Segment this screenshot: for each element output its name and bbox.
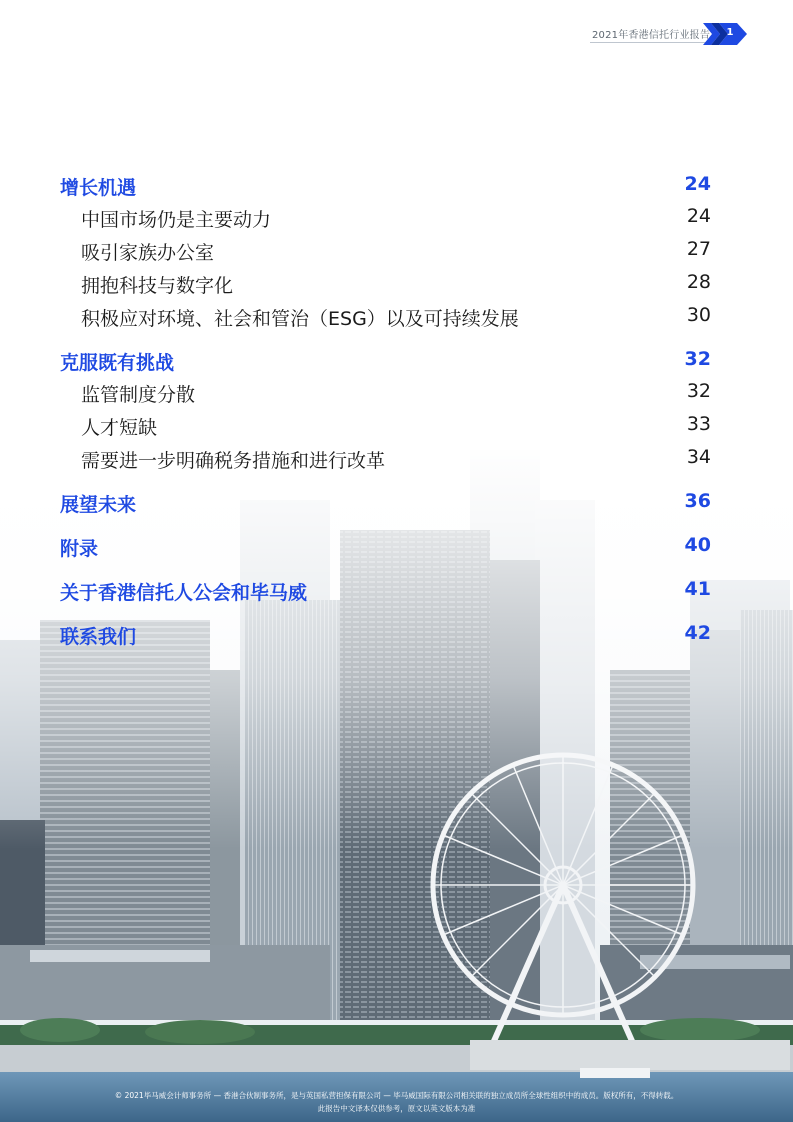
toc-page: 24 — [684, 173, 711, 195]
toc-subsection[interactable] — [0, 446, 793, 476]
toc-label: 联系我们 — [60, 626, 137, 648]
toc-label: 积极应对环境、社会和管治（ESG）以及可持续发展 — [81, 308, 519, 330]
toc-section[interactable] — [0, 578, 793, 608]
toc-page: 24 — [686, 205, 711, 227]
toc-subsection[interactable] — [0, 271, 793, 301]
toc-page: 28 — [686, 271, 711, 293]
report-title: 2021年香港信托行业报告 — [592, 30, 711, 41]
toc-subsection[interactable] — [0, 205, 793, 235]
toc-page: 34 — [686, 446, 711, 468]
toc-page: 32 — [684, 348, 711, 370]
toc-label: 人才短缺 — [81, 417, 158, 439]
toc-subsection[interactable] — [0, 238, 793, 268]
toc-label: 克服既有挑战 — [60, 352, 175, 374]
toc-label: 增长机遇 — [60, 177, 137, 199]
copyright-notice: © 2021毕马威会计师事务所 — 香港合伙制事务所，是与英国私营担保有限公司 — 毕马威国际有限公司相关联的独立成员所全球性组织中的成员。版权所有，不得转载。 — [114, 1091, 679, 1100]
toc-page: 30 — [686, 304, 711, 326]
toc-section[interactable] — [0, 348, 793, 378]
toc-page: 36 — [684, 490, 711, 512]
toc-label: 附录 — [60, 538, 99, 560]
toc-label: 中国市场仍是主要动力 — [81, 209, 272, 231]
toc-page: 33 — [686, 413, 711, 435]
toc-label: 需要进一步明确税务措施和进行改革 — [81, 450, 386, 472]
toc-section[interactable] — [0, 490, 793, 520]
toc-page: 42 — [684, 622, 711, 644]
toc-page: 27 — [686, 238, 711, 260]
toc-section[interactable] — [0, 173, 793, 203]
toc-page: 41 — [684, 578, 711, 600]
toc-page: 40 — [684, 534, 711, 556]
toc-section[interactable] — [0, 622, 793, 652]
toc-page: 32 — [686, 380, 711, 402]
toc-label: 拥抱科技与数字化 — [81, 275, 234, 297]
toc-label: 监管制度分散 — [81, 384, 196, 406]
toc-section[interactable] — [0, 534, 793, 564]
toc-subsection[interactable] — [0, 304, 793, 334]
toc-subsection[interactable] — [0, 413, 793, 443]
page-number: 1 — [726, 27, 734, 38]
header-rule — [590, 42, 708, 43]
toc-label: 关于香港信托人公会和毕马威 — [60, 582, 308, 604]
toc-label: 展望未来 — [60, 494, 137, 516]
translation-note: 此报告中文译本仅供参考，原文以英文版本为准 — [317, 1104, 476, 1113]
toc-subsection[interactable] — [0, 380, 793, 410]
toc-label: 吸引家族办公室 — [81, 242, 215, 264]
